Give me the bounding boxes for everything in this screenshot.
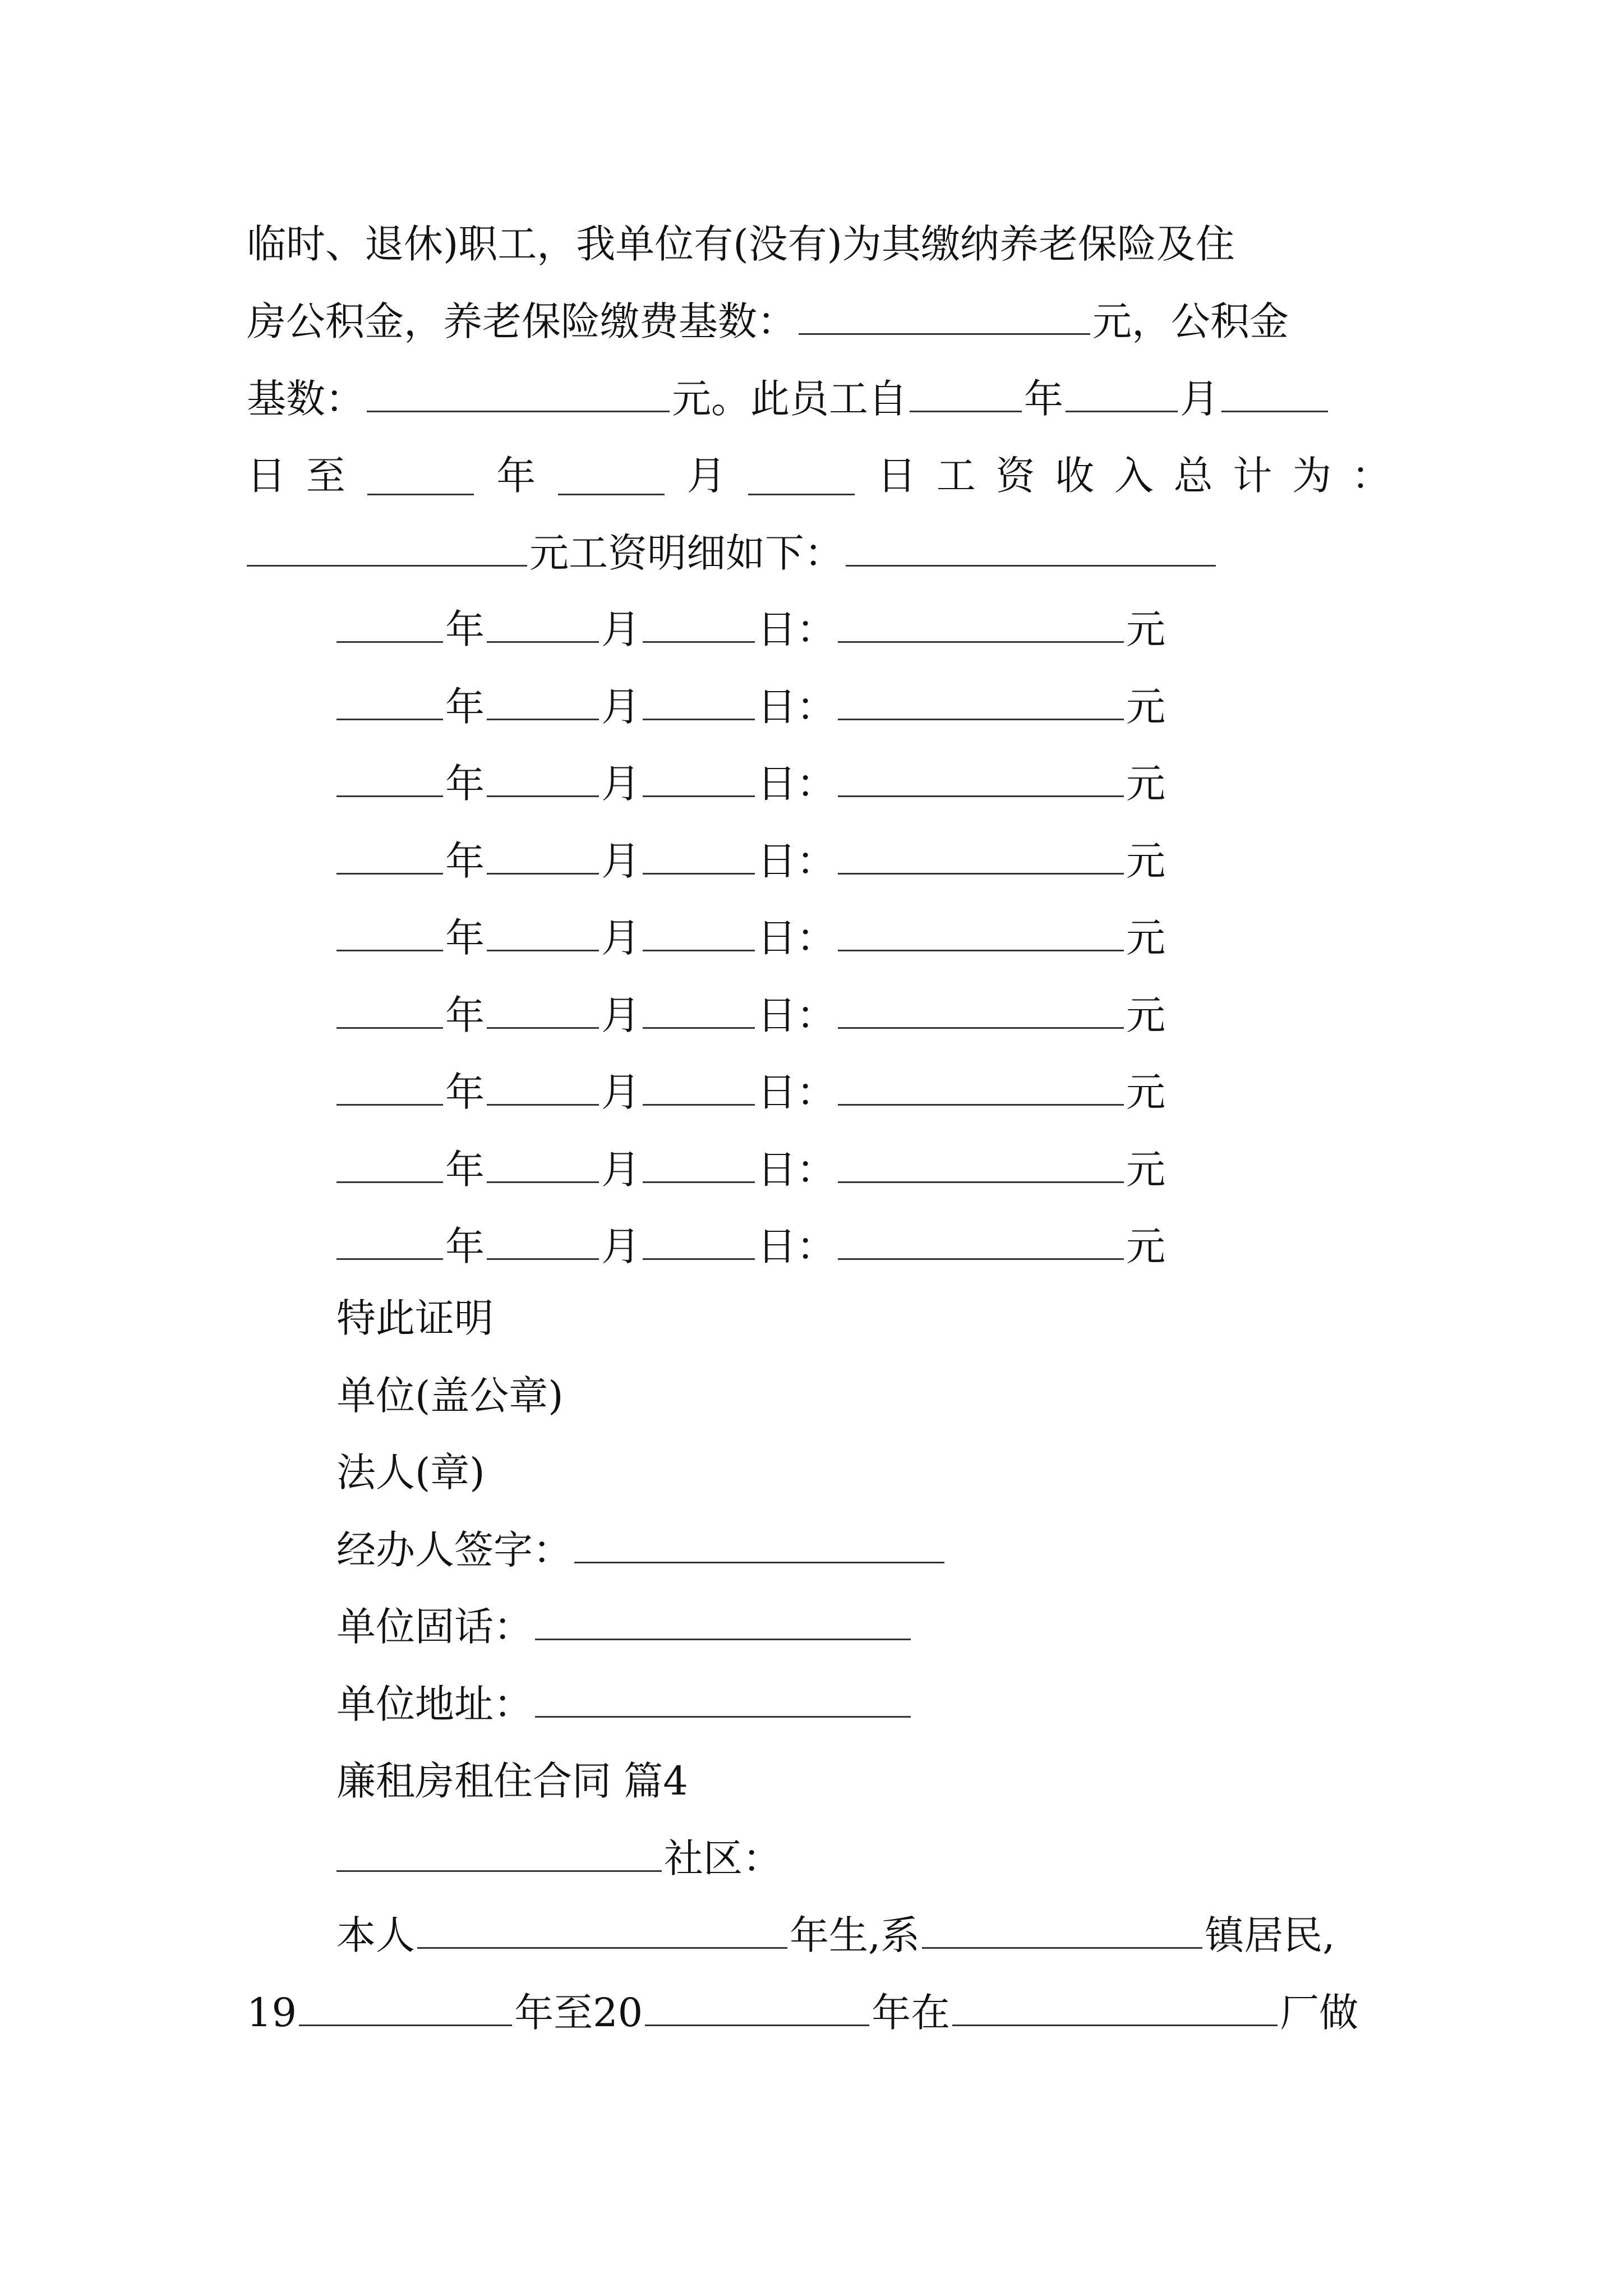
wage-amount-blank[interactable] — [838, 1067, 1124, 1106]
char-ji: 计 — [1233, 453, 1272, 499]
wage-month-label: 月 — [601, 683, 640, 730]
legal-person-line — [336, 1444, 1391, 1501]
wage-month-blank[interactable] — [487, 758, 599, 797]
legal-person-text: 法人(章) — [336, 1450, 485, 1496]
work-history-line — [247, 1985, 1391, 2041]
wage-day-blank[interactable] — [643, 604, 755, 643]
wage-day-blank[interactable] — [643, 1144, 755, 1183]
paragraph-line-2 — [247, 293, 1391, 349]
paragraph-line-4 — [247, 448, 1391, 504]
wage-month-label: 月 — [601, 838, 640, 884]
wage-day-label: 日： — [757, 992, 836, 1038]
unit-address-line — [336, 1676, 1391, 1732]
year-to-20-label: 年至20 — [514, 1990, 643, 2036]
label-month: 月 — [1180, 376, 1219, 422]
community-line — [336, 1830, 1391, 1887]
wage-year-label: 年 — [445, 606, 485, 652]
wage-month-blank[interactable] — [487, 913, 599, 951]
wage-month-blank[interactable] — [487, 1067, 599, 1106]
label-wage-detail: 元工资明细如下： — [529, 530, 843, 576]
char-shou: 收 — [1055, 453, 1095, 499]
unit-address-blank[interactable] — [535, 1679, 911, 1718]
unit-seal-text: 单位(盖公章) — [336, 1373, 564, 1419]
factory-label: 厂做 — [1280, 1990, 1359, 2036]
wage-year-label: 年 — [445, 761, 485, 807]
wage-unit-label: 元 — [1126, 992, 1165, 1038]
label-employee-from: 元。此员工自 — [672, 376, 907, 422]
certify-text: 特此证明 — [336, 1295, 494, 1341]
birth-blank[interactable] — [417, 1910, 787, 1949]
wage-day-label: 日： — [757, 761, 836, 807]
wage-month-label: 月 — [601, 915, 640, 961]
wage-month-label: 月 — [601, 992, 640, 1038]
wage-year-label: 年 — [445, 1223, 485, 1269]
wage-day-label: 日： — [757, 683, 836, 730]
wage-year-label: 年 — [445, 992, 485, 1038]
char-year: 年 — [496, 453, 536, 499]
char-month: 月 — [686, 453, 726, 499]
wage-day-blank[interactable] — [643, 990, 755, 1029]
certify-line — [336, 1290, 1391, 1346]
pension-base-blank[interactable] — [799, 296, 1090, 335]
town-blank[interactable] — [922, 1910, 1202, 1949]
wage-year-label: 年 — [445, 683, 485, 730]
wage-amount-blank[interactable] — [838, 990, 1124, 1029]
char-colon: ： — [1351, 453, 1391, 499]
self-label: 本人 — [336, 1912, 415, 1958]
wage-year-blank[interactable] — [336, 990, 443, 1029]
char-wei: 为 — [1292, 453, 1332, 499]
wage-amount-blank[interactable] — [838, 913, 1124, 951]
handler-sign-label: 经办人签字： — [336, 1527, 572, 1573]
factory-blank[interactable] — [952, 1987, 1278, 2026]
wage-day-blank[interactable] — [643, 758, 755, 797]
wage-year-blank[interactable] — [336, 682, 443, 720]
wage-row — [336, 601, 1165, 657]
wage-year-blank[interactable] — [336, 758, 443, 797]
wage-month-blank[interactable] — [487, 1221, 599, 1260]
wage-unit-label: 元 — [1126, 838, 1165, 884]
wage-year-blank[interactable] — [336, 604, 443, 643]
wage-unit-label: 元 — [1126, 1069, 1165, 1115]
char-gong: 工 — [936, 453, 976, 499]
char-zi: 资 — [995, 453, 1035, 499]
unit-seal-line — [336, 1368, 1391, 1424]
town-resident-label: 镇居民, — [1205, 1912, 1335, 1958]
char-day-2: 日 — [877, 453, 917, 499]
wage-amount-blank[interactable] — [838, 758, 1124, 797]
handler-sign-line — [336, 1522, 1391, 1578]
year-in-label: 年在 — [872, 1990, 951, 2036]
wage-amount-blank[interactable] — [838, 1144, 1124, 1183]
fund-base-blank[interactable] — [367, 374, 670, 412]
label-pension-base: 房公积金，养老保险缴费基数： — [247, 298, 796, 344]
wage-month-label: 月 — [601, 761, 640, 807]
wage-day-blank[interactable] — [643, 682, 755, 720]
wage-unit-label: 元 — [1126, 1146, 1165, 1193]
year-19-blank[interactable] — [299, 1987, 512, 2026]
wage-unit-label: 元 — [1126, 606, 1165, 652]
wage-year-blank[interactable] — [336, 1067, 443, 1106]
wage-month-blank[interactable] — [487, 682, 599, 720]
wage-month-blank[interactable] — [487, 604, 599, 643]
wage-row — [336, 756, 1165, 812]
wage-year-label: 年 — [445, 915, 485, 961]
wage-row — [336, 1218, 1165, 1274]
wage-day-blank[interactable] — [643, 1221, 755, 1260]
wage-row — [336, 910, 1165, 966]
to-year-blank[interactable] — [367, 457, 474, 495]
char-ru: 入 — [1114, 453, 1154, 499]
wage-month-label: 月 — [601, 1069, 640, 1115]
wage-year-label: 年 — [445, 1069, 485, 1115]
wage-amount-blank[interactable] — [838, 682, 1124, 720]
section-heading-line — [336, 1753, 1391, 1809]
wage-row — [336, 987, 1165, 1043]
wage-year-blank[interactable] — [336, 1221, 443, 1260]
self-intro-line — [336, 1907, 1391, 1963]
wage-unit-label: 元 — [1126, 915, 1165, 961]
wage-amount-blank[interactable] — [838, 604, 1124, 643]
wage-year-label: 年 — [445, 1146, 485, 1193]
char-zong: 总 — [1173, 453, 1213, 499]
wage-detail-blank[interactable] — [846, 528, 1216, 567]
wage-month-blank[interactable] — [487, 1144, 599, 1183]
from-year-blank[interactable] — [910, 374, 1022, 412]
from-month-blank[interactable] — [1066, 374, 1178, 412]
unit-phone-blank[interactable] — [535, 1602, 911, 1640]
wage-row — [336, 679, 1165, 735]
label-year: 年 — [1024, 376, 1063, 422]
wage-day-label: 日： — [757, 1223, 836, 1269]
wage-day-label: 日： — [757, 606, 836, 652]
paragraph-line-3 — [247, 371, 1391, 427]
total-income-blank[interactable] — [247, 528, 527, 567]
wage-amount-blank[interactable] — [838, 1221, 1124, 1260]
year-20-blank[interactable] — [645, 1987, 869, 2026]
birth-year-label: 年生,系 — [790, 1912, 920, 1958]
to-month-blank[interactable] — [558, 457, 665, 495]
wage-month-blank[interactable] — [487, 990, 599, 1029]
unit-address-label: 单位地址： — [336, 1681, 533, 1727]
wage-year-label: 年 — [445, 838, 485, 884]
wage-row — [336, 1142, 1165, 1198]
year-19-label: 19 — [247, 1990, 297, 2036]
handler-sign-blank[interactable] — [574, 1525, 944, 1563]
wage-row — [336, 833, 1165, 889]
community-label: 社区： — [664, 1835, 782, 1881]
unit-phone-line — [336, 1599, 1391, 1655]
wage-day-blank[interactable] — [643, 836, 755, 875]
wage-month-label: 月 — [601, 1223, 640, 1269]
char-to: 至 — [306, 453, 345, 499]
wage-month-label: 月 — [601, 1146, 640, 1193]
community-blank[interactable] — [336, 1833, 662, 1872]
paragraph-line-1 — [247, 216, 1391, 272]
label-base: 基数： — [247, 376, 365, 422]
wage-unit-label: 元 — [1126, 1223, 1165, 1269]
wage-year-blank[interactable] — [336, 836, 443, 875]
to-day-blank[interactable] — [748, 457, 855, 495]
wage-month-blank[interactable] — [487, 836, 599, 875]
wage-year-blank[interactable] — [336, 913, 443, 951]
wage-day-label: 日： — [757, 838, 836, 884]
wage-day-label: 日： — [757, 1146, 836, 1193]
wage-day-label: 日： — [757, 1069, 836, 1115]
wage-day-label: 日： — [757, 915, 836, 961]
section-heading: 廉租房租住合同 篇4 — [336, 1758, 688, 1804]
char-day: 日 — [247, 453, 286, 499]
wage-unit-label: 元 — [1126, 683, 1165, 730]
wage-month-label: 月 — [601, 606, 640, 652]
wage-amount-blank[interactable] — [838, 836, 1124, 875]
paragraph-line-5 — [247, 525, 1391, 581]
unit-phone-label: 单位固话： — [336, 1604, 533, 1650]
from-day-blank[interactable] — [1221, 374, 1328, 412]
wage-day-blank[interactable] — [643, 1067, 755, 1106]
wage-year-blank[interactable] — [336, 1144, 443, 1183]
wage-row — [336, 1064, 1165, 1120]
wage-unit-label: 元 — [1126, 761, 1165, 807]
label-fund: 元，公积金 — [1092, 298, 1289, 344]
wage-day-blank[interactable] — [643, 913, 755, 951]
text-line-1: 临时、退休)职工，我单位有(没有)为其缴纳养老保险及住 — [247, 221, 1235, 267]
